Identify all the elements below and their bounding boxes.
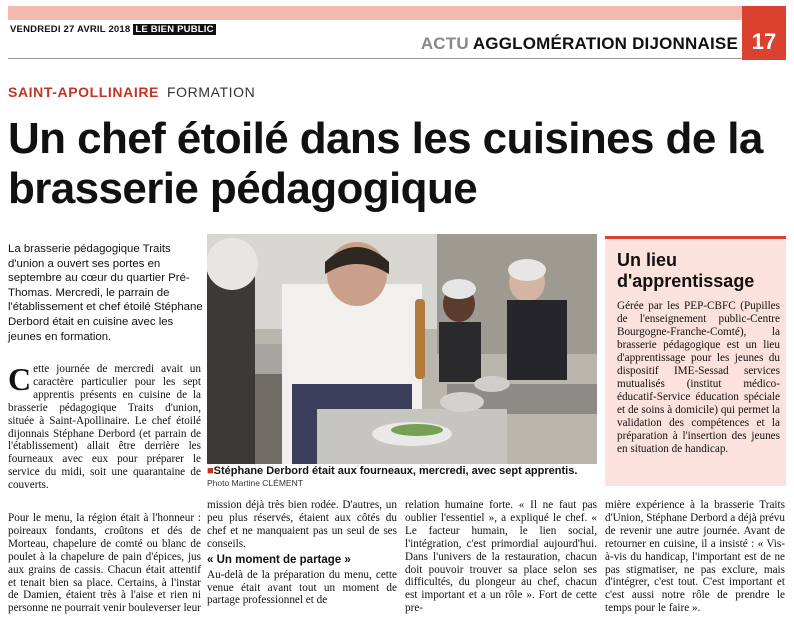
section-name: AGGLOMÉRATION DIJONNAISE bbox=[472, 34, 738, 53]
sidebar-title: Un lieu d'apprentissage bbox=[617, 250, 755, 291]
top-accent-block bbox=[742, 6, 786, 20]
article-kicker bbox=[8, 84, 255, 100]
caption-text: Stéphane Derbord était aux fourneaux, mercredi, avec sept apprentis. bbox=[213, 465, 578, 477]
column2 bbox=[207, 499, 397, 607]
kicker-tag: FORMATION bbox=[166, 84, 256, 100]
section-prefix: ACTU bbox=[420, 34, 469, 53]
section-heading bbox=[421, 34, 738, 54]
sidebar-text: Gérée par les PEP-CBFC (Pupilles de l'enseignement public-Centre Bourgogne-Franche-Comté), la brasserie pédagogique est un lieu d'apprentissage pour les jeunes du dispositif IME-Sessad services mutualisés (institut médico-éducatif-Service éducation spéciale et de soins à domicile) qui permet la validation des compétences et la préparation à l'insertion des jeunes en situation de handicap. bbox=[617, 300, 780, 455]
article-headline: Un chef étoilé dans les cuisines de la brasserie pédagogique bbox=[8, 114, 763, 213]
drop-cap: C bbox=[8, 361, 32, 397]
kicker-place: SAINT-APOLLINAIRE bbox=[8, 84, 159, 100]
column3-paragraph: relation humaine forte. « Il ne faut pas oublier l'essentiel », a expliqué le chef. « Le facteur humain, le lien social, l'intégration, c'est primordial aujourd'hui. Dans l'univers de la restauration, chacun doit pouvoir trouver sa place selon ses difficultés, du plongeur au chef, chacun est important et a un rôle ». Fort de cette pre- bbox=[405, 499, 597, 615]
column2-paragraph1: mission déjà très bien rodée. D'autres, un peu plus réservés, étaient aux côtés du chef et ne manquaient pas un seul de ses conseils. bbox=[207, 499, 397, 550]
page-number: 17 bbox=[742, 20, 786, 60]
photo-caption bbox=[207, 464, 599, 478]
column2-paragraph2: Au-delà de la préparation du menu, cette venue était avant tout un moment de partage professionnel et de bbox=[207, 568, 397, 607]
article-standfirst: La brasserie pédagogique Traits d'union a ouvert ses portes en septembre au cœur du quartier Pré-Thomas. Mercredi, le parrain de l'établissement et chef étoilé Stéphane Derbord était en cuisine avec les jeunes en formation. bbox=[8, 243, 203, 343]
article-photo bbox=[207, 234, 597, 464]
lead-text: ette journée de mercredi avait un caractère particulier pour les sept apprentis présents en cuisine de la brasserie pédagogique Traits d'union, située à Saint-Apollinaire. Le chef étoilé dijonnais Stéphane Derbord (et parrain de l'établissement) allait être derrière les fourneaux avec eux pour préparer le service du midi, soit une quarantaine de couverts. bbox=[8, 363, 201, 492]
publication-name: LE BIEN PUBLIC bbox=[135, 24, 214, 35]
newspaper-page bbox=[8, 6, 786, 628]
caption-marker: ■ bbox=[207, 465, 214, 477]
column4-paragraph: mière expérience à la brasserie Traits d'Union, Stéphane Derbord a déjà prévu de revenir une autre journée. Avant de retourner en cuisine, il a insisté : « Vis-à-vis du handicap, l'important est de ne pas stigmatiser, ne pas exclure, mais d'intégrer, c'est tout. C'est important et c'est aussi notre rôle de prendre le temps pour le faire ». bbox=[605, 499, 785, 615]
column1-paragraph: Pour le menu, la région était à l'honneur : poireaux fondants, croûtons et dés de Morteau, chapelure de comté ou blanc de poulet à la chapelure de pain d'épices, jus aux grains de cassis. Chacun était attentif et tenait bien sa place. Certains, à l'instar de Damien, étaient très à l'aise et rien ni personne ne pourrait venir bouleverser leur bbox=[8, 512, 201, 615]
issue-date: VENDREDI 27 AVRIL 2018 bbox=[10, 24, 131, 35]
top-color-bar bbox=[8, 6, 786, 20]
photo-credit: Photo Martine CLÉMENT bbox=[207, 478, 303, 488]
kitchen-photo-illustration bbox=[207, 234, 597, 464]
sidebar-top-rule bbox=[605, 236, 786, 239]
header-divider bbox=[8, 58, 742, 59]
issue-date-line bbox=[10, 24, 216, 35]
lead-paragraph bbox=[8, 363, 201, 492]
sidebar-box bbox=[605, 236, 786, 486]
column2-subheading: « Un moment de partage » bbox=[207, 553, 351, 566]
